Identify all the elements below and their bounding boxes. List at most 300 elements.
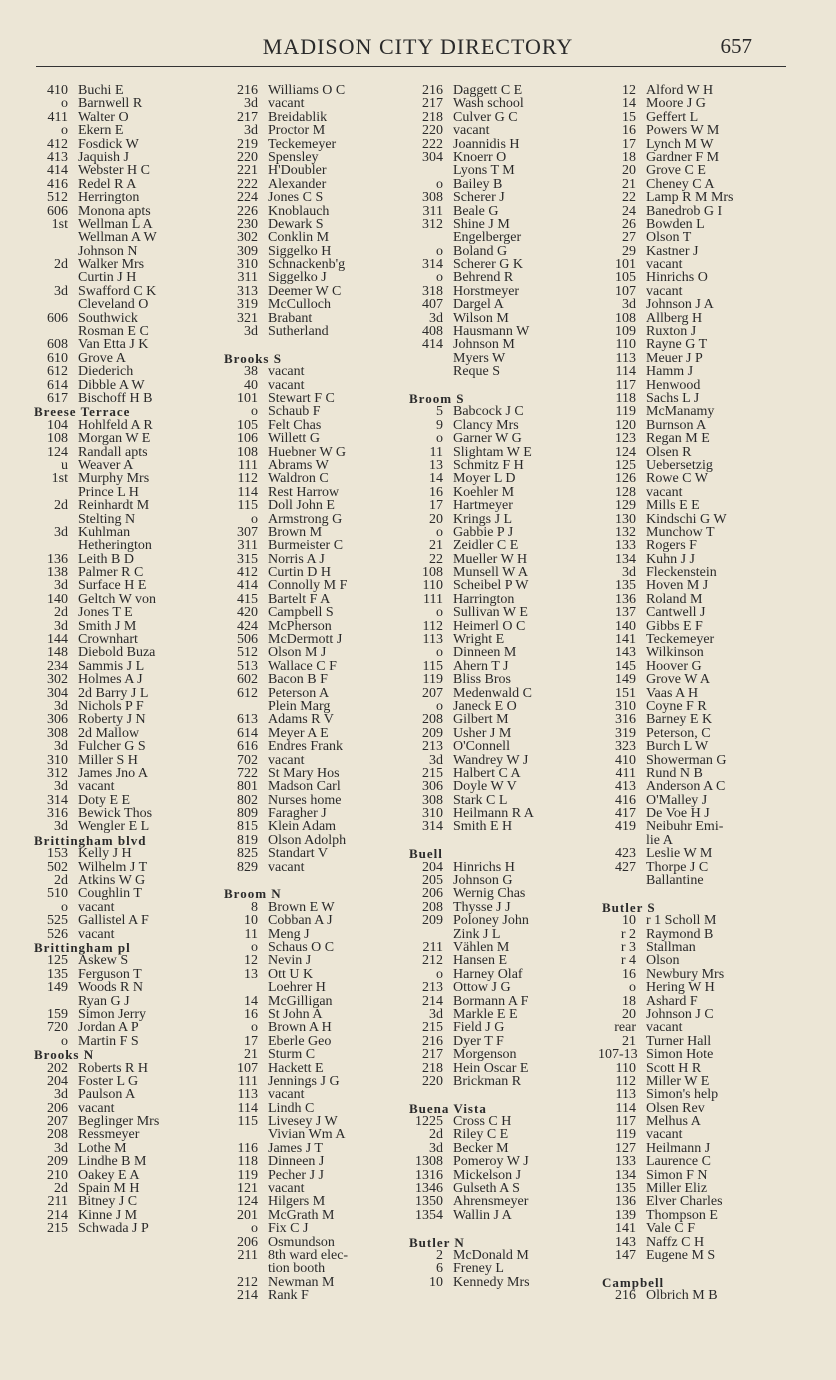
- house-number: 302: [47, 672, 68, 688]
- directory-entry: [598, 968, 796, 981]
- directory-entry: [220, 1236, 418, 1249]
- column-3: [405, 84, 603, 1289]
- directory-entry: [405, 740, 603, 753]
- resident-name: Brown E W: [268, 899, 335, 915]
- resident-name: Ryan G J: [78, 993, 130, 1009]
- directory-entry: [405, 338, 603, 351]
- directory-entry: [30, 526, 228, 539]
- house-number: 3d: [54, 524, 68, 540]
- spacer: [405, 1088, 603, 1101]
- house-number: 306: [422, 779, 443, 795]
- directory-entry: [220, 245, 418, 258]
- resident-name: Bailey B: [453, 176, 503, 192]
- resident-name: Hackett E: [268, 1060, 324, 1076]
- directory-entry: [405, 312, 603, 325]
- house-number: 107: [615, 283, 636, 299]
- house-number: 407: [422, 297, 443, 313]
- directory-entry: [30, 1209, 228, 1222]
- house-number: o: [436, 270, 443, 286]
- resident-name: Uebersetzig: [646, 457, 713, 473]
- directory-entry: [598, 405, 796, 418]
- directory-entry: [220, 1102, 418, 1115]
- resident-name: Dewark S: [268, 216, 324, 232]
- directory-entry: [220, 646, 418, 659]
- house-number: 204: [422, 859, 443, 875]
- resident-name: Simon F N: [646, 1167, 708, 1183]
- resident-name: Morgan W E: [78, 431, 151, 447]
- resident-name: Campbell S: [268, 605, 334, 621]
- house-number: 412: [47, 136, 68, 152]
- house-number: o: [251, 1020, 258, 1036]
- house-number: 18: [622, 149, 636, 165]
- resident-name: Bischoff H B: [78, 390, 153, 406]
- house-number: 218: [422, 109, 443, 125]
- resident-name: Holmes A J: [78, 672, 143, 688]
- directory-entry: [405, 298, 603, 311]
- resident-name: Roland M: [646, 591, 703, 607]
- directory-entry: [405, 513, 603, 526]
- directory-entry: [220, 1209, 418, 1222]
- house-number: 105: [615, 270, 636, 286]
- house-number: 38: [244, 364, 258, 380]
- directory-entry: [220, 298, 418, 311]
- house-number: [405, 164, 453, 177]
- resident-name: Rund N B: [646, 765, 703, 781]
- resident-name: Conklin M: [268, 230, 330, 246]
- directory-entry: [220, 727, 418, 740]
- directory-entry: [598, 633, 796, 646]
- resident-name: Koehler M: [453, 484, 515, 500]
- directory-entry: [405, 807, 603, 820]
- resident-name: Atkins W G: [78, 873, 146, 889]
- directory-entry: [30, 713, 228, 726]
- directory-entry: [30, 285, 228, 298]
- house-number: 809: [237, 806, 258, 822]
- house-number: 815: [237, 819, 258, 835]
- directory-entry: [598, 700, 796, 713]
- house-number: 502: [47, 859, 68, 875]
- directory-entry: [405, 258, 603, 271]
- resident-name: Ott U K: [268, 966, 314, 982]
- house-number: 321: [237, 310, 258, 326]
- house-number: [598, 834, 646, 847]
- directory-entry: [30, 780, 228, 793]
- house-number: 14: [429, 471, 443, 487]
- street-heading: Broom S: [409, 390, 465, 406]
- house-number: 21: [429, 538, 443, 554]
- resident-name: vacant: [646, 1127, 683, 1143]
- directory-entry: [30, 84, 228, 97]
- resident-name: Randall apts: [78, 444, 148, 460]
- house-number: 226: [237, 203, 258, 219]
- resident-name: Morgenson: [453, 1047, 517, 1063]
- resident-name: McCulloch: [268, 297, 331, 313]
- directory-entry: [220, 954, 418, 967]
- resident-name: Simon Hote: [646, 1047, 714, 1063]
- directory-entry: [30, 1128, 228, 1141]
- house-number: [220, 1262, 268, 1275]
- directory-entry: [30, 914, 228, 927]
- resident-name: Kennedy Mrs: [453, 1274, 530, 1290]
- resident-name: Gibbs E F: [646, 618, 703, 634]
- house-number: 134: [615, 1167, 636, 1183]
- directory-entry: [405, 566, 603, 579]
- resident-name: Rosman E C: [78, 324, 149, 340]
- directory-entry: [405, 780, 603, 793]
- resident-name: Meuer J P: [646, 350, 703, 366]
- directory-entry: [598, 352, 796, 365]
- resident-name: Olson Adolph: [268, 832, 347, 848]
- resident-name: vacant: [646, 484, 683, 500]
- house-number: 117: [615, 377, 636, 393]
- resident-name: Culver G C: [453, 109, 518, 125]
- directory-entry: [405, 446, 603, 459]
- house-number: 214: [47, 1207, 68, 1223]
- resident-name: Allberg H: [646, 310, 703, 326]
- directory-entry: [598, 285, 796, 298]
- resident-name: Beale G: [453, 203, 499, 219]
- house-number: 608: [47, 337, 68, 353]
- directory-entry: [30, 419, 228, 432]
- house-number: 108: [422, 565, 443, 581]
- house-number: 115: [422, 658, 443, 674]
- directory-entry: [220, 1048, 418, 1061]
- resident-name: Scott H R: [646, 1060, 702, 1076]
- resident-name: Hartmeyer: [453, 498, 513, 514]
- resident-name: Burmeister C: [268, 538, 344, 554]
- directory-entry: [220, 579, 418, 592]
- house-number: o: [61, 899, 68, 915]
- house-number: 136: [47, 551, 68, 567]
- directory-entry: [30, 379, 228, 392]
- house-number: 416: [615, 792, 636, 808]
- directory-entry: [220, 1182, 418, 1195]
- directory-entry: [598, 138, 796, 151]
- house-number: 22: [429, 551, 443, 567]
- resident-name: Doty E E: [78, 792, 131, 808]
- house-number: 119: [237, 1167, 258, 1183]
- directory-entry: [598, 124, 796, 137]
- directory-entry: [405, 794, 603, 807]
- resident-name: Murphy Mrs: [78, 471, 150, 487]
- resident-name: Nevin J: [268, 953, 312, 969]
- directory-entry: [405, 901, 603, 914]
- house-number: 134: [615, 551, 636, 567]
- house-number: 16: [244, 1006, 258, 1022]
- directory-entry: [598, 579, 796, 592]
- house-number: 145: [615, 658, 636, 674]
- directory-entry: [220, 1142, 418, 1155]
- house-number: r 4: [620, 953, 636, 969]
- directory-entry: [30, 767, 228, 780]
- directory-entry: [598, 727, 796, 740]
- directory-entry: [598, 941, 796, 954]
- house-number: [598, 874, 646, 887]
- house-number: 3d: [54, 819, 68, 835]
- directory-entry: [405, 1021, 603, 1034]
- house-number: 21: [244, 1047, 258, 1063]
- house-number: [405, 928, 453, 941]
- directory-entry: [30, 325, 228, 338]
- resident-name: Faragher J: [268, 806, 327, 822]
- directory-entry: [30, 981, 228, 994]
- directory-entry: [405, 981, 603, 994]
- resident-name: Kastner J: [646, 243, 699, 259]
- house-number: 114: [237, 1100, 258, 1116]
- resident-name: H'Doubler: [268, 163, 327, 179]
- house-number: 11: [429, 444, 443, 460]
- house-number: 3d: [429, 752, 443, 768]
- house-number: 108: [47, 431, 68, 447]
- directory-entry: [30, 245, 228, 258]
- directory-entry: [30, 258, 228, 271]
- directory-entry: [220, 807, 418, 820]
- directory-entry: [405, 472, 603, 485]
- resident-name: Diederich: [78, 364, 134, 380]
- house-number: 108: [237, 444, 258, 460]
- directory-entry: [30, 1062, 228, 1075]
- resident-name: Siggelko J: [268, 270, 327, 286]
- house-number: 111: [423, 591, 443, 607]
- resident-name: Wilhelm J T: [78, 859, 148, 875]
- resident-name: Mills E E: [646, 498, 700, 514]
- directory-entry: [30, 620, 228, 633]
- directory-entry: [405, 727, 603, 740]
- resident-name: Prince L H: [78, 484, 139, 500]
- directory-entry: [598, 646, 796, 659]
- resident-name: Geffert L: [646, 109, 699, 125]
- resident-name: Rayne G T: [646, 337, 708, 353]
- resident-name: Shine J M: [453, 216, 510, 232]
- resident-name: Schnackenb'g: [268, 257, 346, 273]
- directory-entry: [30, 1155, 228, 1168]
- directory-entry: [30, 178, 228, 191]
- house-number: 311: [422, 203, 443, 219]
- house-number: 208: [47, 1127, 68, 1143]
- resident-name: Laurence C: [646, 1154, 711, 1170]
- resident-name: Olsen Rev: [646, 1100, 705, 1116]
- resident-name: Meng J: [268, 926, 310, 942]
- resident-name: Jaquish J: [78, 149, 129, 165]
- spacer: [220, 338, 418, 351]
- house-number: 212: [422, 953, 443, 969]
- directory-entry: [220, 834, 418, 847]
- directory-entry: [30, 486, 228, 499]
- directory-entry: [598, 1115, 796, 1128]
- house-number: [30, 486, 78, 499]
- directory-entry: [598, 780, 796, 793]
- resident-name: Raymond B: [646, 926, 714, 942]
- directory-entry: [598, 1021, 796, 1034]
- directory-entry: [220, 405, 418, 418]
- resident-name: James Jno A: [78, 765, 148, 781]
- directory-entry: [220, 861, 418, 874]
- resident-name: St John A: [268, 1006, 323, 1022]
- directory-entry: [220, 713, 418, 726]
- street-heading: Broom N: [224, 886, 282, 902]
- directory-entry: [598, 687, 796, 700]
- directory-entry: [598, 97, 796, 110]
- house-number: 216: [422, 1033, 443, 1049]
- resident-name: Poloney John: [453, 913, 529, 929]
- directory-entry: [405, 1195, 603, 1208]
- resident-name: Teckemeyer: [268, 136, 337, 152]
- resident-name: Ruxton J: [646, 324, 697, 340]
- directory-entry: [220, 1075, 418, 1088]
- directory-entry: [405, 432, 603, 445]
- resident-name: Ashard F: [646, 993, 698, 1009]
- resident-name: Sutherland: [268, 324, 329, 340]
- resident-name: Vaas A H: [646, 685, 699, 701]
- resident-name: Standart V: [268, 846, 329, 862]
- resident-name: Heilmann J: [646, 1140, 711, 1156]
- house-number: rear: [614, 1020, 636, 1036]
- resident-name: Coughlin T: [78, 886, 142, 902]
- directory-entry: [405, 593, 603, 606]
- directory-entry: [405, 138, 603, 151]
- directory-entry: [30, 968, 228, 981]
- house-number: 3d: [244, 96, 258, 112]
- house-number: 2d: [429, 1127, 443, 1143]
- resident-name: Scherer G K: [453, 257, 523, 273]
- house-number: 17: [622, 136, 636, 152]
- directory-entry: [405, 352, 603, 365]
- directory-entry: [598, 874, 796, 887]
- house-number: 315: [237, 551, 258, 567]
- resident-name: Vählen M: [453, 940, 510, 955]
- directory-entry: [220, 1088, 418, 1101]
- resident-name: Hamm J: [646, 364, 694, 380]
- resident-name: Grove W A: [646, 672, 711, 688]
- resident-name: Palmer R C: [78, 565, 144, 581]
- house-number: 17: [429, 498, 443, 514]
- house-number: 101: [615, 257, 636, 273]
- house-number: 1350: [415, 1194, 443, 1210]
- directory-entry: [220, 124, 418, 137]
- house-number: 114: [237, 484, 258, 500]
- house-number: 312: [47, 765, 68, 781]
- house-number: 215: [422, 1020, 443, 1036]
- resident-name: vacant: [78, 779, 115, 795]
- directory-entry: [405, 673, 603, 686]
- directory-entry: [220, 700, 418, 713]
- house-number: 217: [237, 109, 258, 125]
- directory-entry: [405, 995, 603, 1008]
- house-number: 16: [429, 484, 443, 500]
- house-number: 11: [244, 926, 258, 942]
- directory-entry: [220, 459, 418, 472]
- street-heading: Butler N: [409, 1234, 465, 1250]
- house-number: 825: [237, 846, 258, 862]
- house-number: 148: [47, 645, 68, 661]
- resident-name: Bowden L: [646, 216, 705, 232]
- directory-entry: [220, 84, 418, 97]
- directory-entry: [405, 767, 603, 780]
- directory-entry: [405, 861, 603, 874]
- house-number: 10: [622, 913, 636, 929]
- house-number: 101: [237, 390, 258, 406]
- house-number: 411: [615, 765, 636, 781]
- resident-name: Geltch W von: [78, 591, 157, 607]
- column-2: [220, 84, 418, 1303]
- resident-name: Heimerl O C: [453, 618, 526, 634]
- resident-name: Felt Chas: [268, 417, 322, 433]
- directory-entry: [405, 941, 603, 954]
- house-number: 614: [47, 377, 68, 393]
- directory-entry: [405, 285, 603, 298]
- house-number: 119: [615, 1127, 636, 1143]
- resident-name: Turner Hall: [646, 1033, 712, 1049]
- resident-name: Hoven M J: [646, 578, 709, 594]
- house-number: 205: [422, 873, 443, 889]
- house-number: 310: [237, 257, 258, 273]
- resident-name: Barney E K: [646, 712, 713, 728]
- resident-name: O'Connell: [453, 739, 510, 755]
- directory-entry: [598, 995, 796, 1008]
- resident-name: Heilmann R A: [453, 806, 534, 822]
- resident-name: Beglinger Mrs: [78, 1114, 160, 1130]
- house-number: 234: [47, 658, 68, 674]
- directory-entry: [405, 151, 603, 164]
- directory-entry: [220, 1155, 418, 1168]
- house-number: o: [436, 176, 443, 192]
- directory-entry: [30, 874, 228, 887]
- resident-name: Schaub F: [268, 404, 321, 420]
- directory-entry: [598, 1236, 796, 1249]
- house-number: 414: [237, 578, 258, 594]
- spacer: [598, 887, 796, 900]
- resident-name: Cobban A J: [268, 913, 333, 929]
- house-number: 138: [47, 565, 68, 581]
- house-number: [405, 352, 453, 365]
- resident-name: Wash school: [453, 96, 524, 112]
- directory-entry: [220, 231, 418, 244]
- house-number: 220: [422, 123, 443, 139]
- directory-entry: [405, 579, 603, 592]
- house-number: 20: [622, 1006, 636, 1022]
- street-heading: Butler S: [602, 899, 656, 915]
- directory-entry: [405, 205, 603, 218]
- resident-name: vacant: [646, 257, 683, 273]
- house-number: 413: [615, 779, 636, 795]
- resident-name: Southwick: [78, 310, 138, 326]
- resident-name: Bacon B F: [268, 672, 328, 688]
- resident-name: Babcock J C: [453, 404, 524, 420]
- house-number: 308: [422, 792, 443, 808]
- house-number: o: [436, 243, 443, 259]
- house-number: 27: [622, 230, 636, 246]
- resident-name: Elver Charles: [646, 1194, 723, 1210]
- house-number: 209: [422, 725, 443, 741]
- house-number: 118: [615, 390, 636, 406]
- resident-name: Dinneen M: [453, 645, 517, 661]
- directory-entry: [598, 928, 796, 941]
- resident-name: Wilkinson: [646, 645, 704, 661]
- column-1: [30, 84, 228, 1236]
- resident-name: Kuhn J J: [646, 551, 696, 567]
- house-number: 1308: [415, 1154, 443, 1170]
- resident-name: Connolly M F: [268, 578, 348, 594]
- house-number: 316: [47, 806, 68, 822]
- resident-name: Scherer J: [453, 190, 505, 206]
- house-number: 209: [47, 1154, 68, 1170]
- directory-entry: [220, 780, 418, 793]
- directory-entry: [598, 914, 796, 927]
- resident-name: Stewart F C: [268, 390, 335, 406]
- resident-name: Mueller W H: [453, 551, 528, 567]
- resident-name: Becker M: [453, 1140, 509, 1156]
- house-number: 10: [429, 1274, 443, 1290]
